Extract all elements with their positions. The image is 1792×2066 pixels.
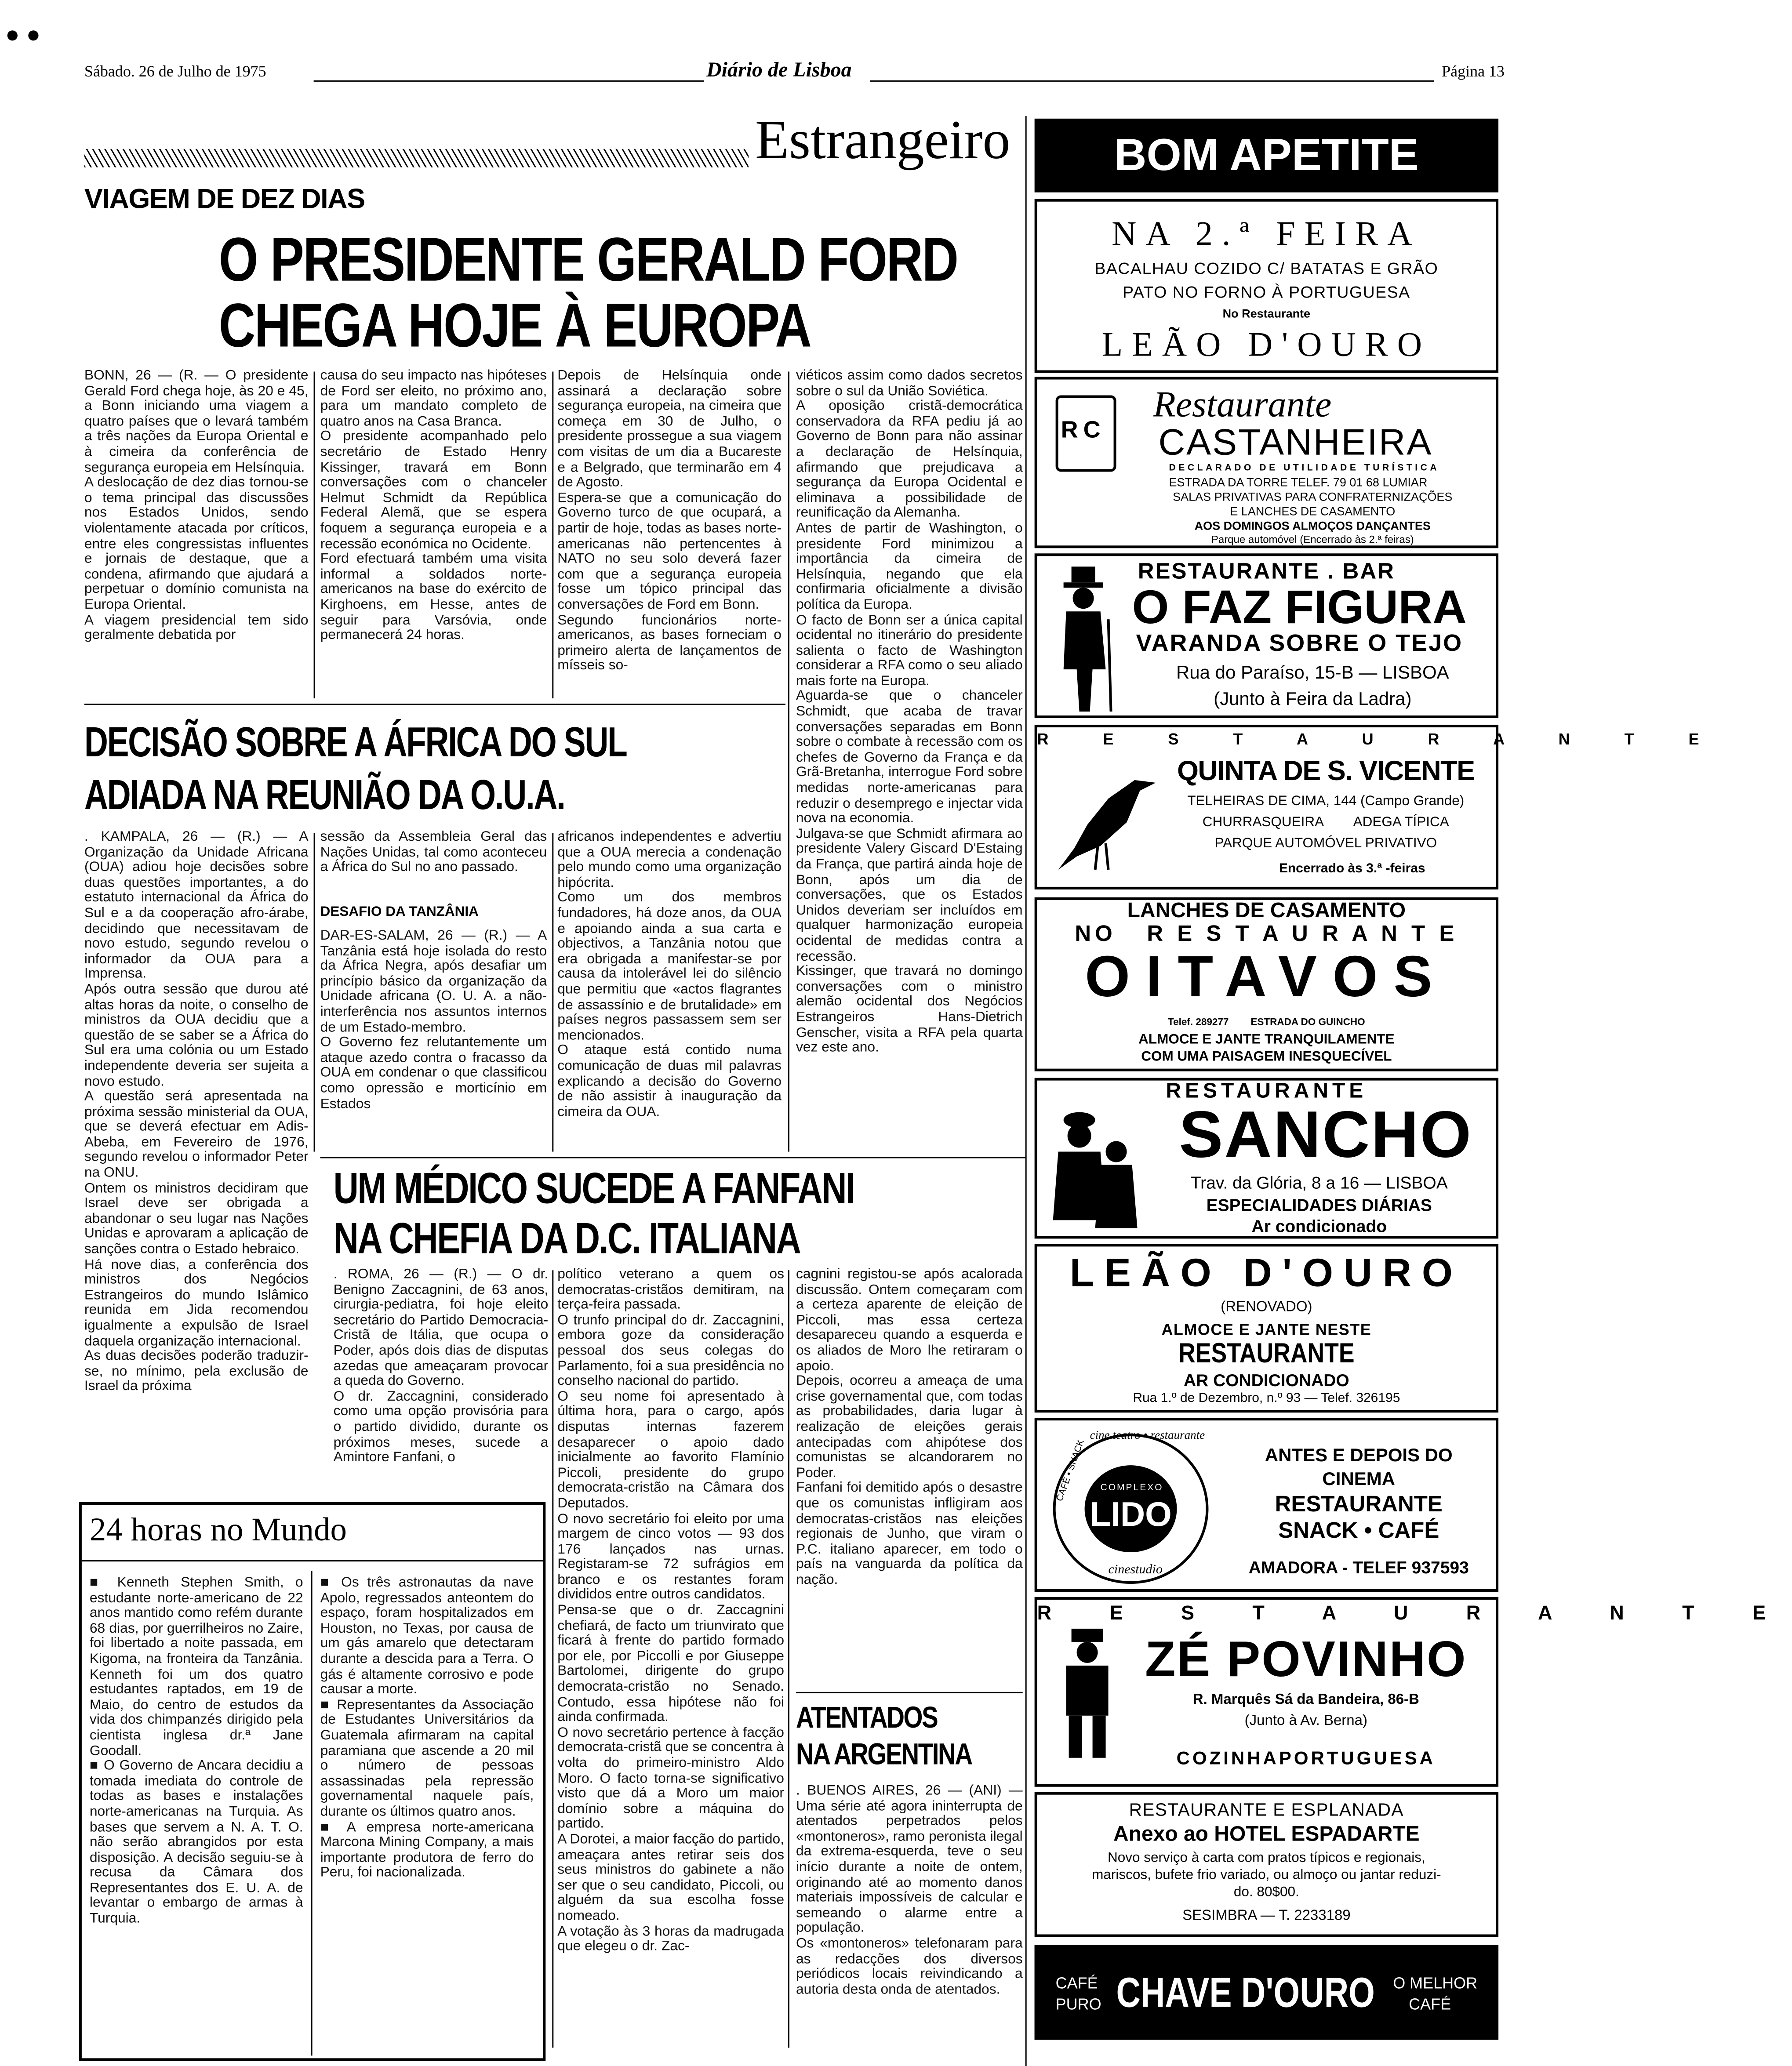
story2-subhead: DESAFIO DA TANZÂNIA xyxy=(320,904,479,920)
lido-logo-left: CAFÉ • SNACK xyxy=(1055,1438,1087,1503)
ad6-l1: RESTAURANTE xyxy=(1166,1080,1367,1103)
story2-col1: . KAMPALA, 26 — (R.) — A Organização da Unidade Africana (OUA) adiou hoje decisões sobre duas questões importantes, a do estatuto internacional da África do Sul e a da cooperação afro-árabe, decidindo que necessitavam de novo estudo, segundo revelou o informador da OUA para a Imprensa. Após outra sessão que durou até altas horas da noite, o conselho de ministros da OUA decidiu que a questão de se saber se a África do Sul era uma colónia ou um Estado independente deveria ser sujeita a novo estudo. A questão será apresentada na próxima sessão ministerial da OUA, que se deverá efectuar em Adis-Abeba, em Fevereiro de 1976, segundo revelou o informador Peter na ONU. Ontem os ministros decidiram que Israel deve ser obrigada a abandonar o seu lugar nas Nações Unidas e aprovaram a aplicação de sanções contra o Estado hebraico. Há nove dias, a conferência dos ministros dos Negócios Estrangeiros do mundo Islâmico reunida em Jida recomendou igualmente a expulsão de Israel daquela organização internacional. As duas decisões poderão traduzir-se, no mínimo, pela exclusão de Israel da próxima xyxy=(84,828,309,1395)
story4-headline-1: ATENTADOS xyxy=(796,1699,938,1734)
section-hatch xyxy=(84,149,749,167)
ad6-l2: SANCHO xyxy=(1179,1097,1473,1172)
ad7-l5: AR CONDICIONADO xyxy=(1183,1370,1349,1391)
header-date: Sábado. 26 de Julho de 1975 xyxy=(84,62,266,80)
box-24-divider xyxy=(311,1571,313,2055)
ad11-name: CHAVE D'OURO xyxy=(1116,1968,1375,2016)
ze-povinho-illustration xyxy=(1056,1629,1122,1761)
ad8-l4: SNACK • CAFÉ xyxy=(1278,1518,1439,1543)
ad-lido xyxy=(1035,1418,1498,1592)
page-dots: ● ● xyxy=(5,21,41,47)
story2-headline-1: DECISÃO SOBRE A ÁFRICA DO SUL xyxy=(84,718,627,766)
story1-kicker: VIAGEM DE DEZ DIAS xyxy=(84,184,365,215)
ad1-l3: PATO NO FORNO À PORTUGUESA xyxy=(1122,283,1410,302)
box-24-col2: ■ Os três astronautas da nave Apolo, regressados anteontem do espaço, foram hospitalizados em Houston, no Texas, por causa de um gás amarelo que detectaram durante a descida para a Terra. O gás é altamente corrosivo e pode causar a morte. ■ Representantes da Associação de Estudantes Universitários da Guatemala afirmaram na capital paramiana que ascende a 20 mil o número de pessoas assassinadas pela repressão governamental naquele país, durante os últimos quatro anos. ■ A empresa norte-americana Marcona Mining Company, a mais importante produtora de ferro do Peru, foi nacionalizada. xyxy=(320,1574,534,1881)
ad8-l2: CINEMA xyxy=(1322,1468,1396,1489)
ad5-l3: OITAVOS xyxy=(1085,944,1448,1009)
ad7-l1: LEÃO D'OURO xyxy=(1069,1252,1463,1296)
ad2-name: CASTANHEIRA xyxy=(1158,421,1433,463)
section-title: Estrangeiro xyxy=(755,110,1010,171)
story3-headline-1: UM MÉDICO SUCEDE A FANFANI xyxy=(333,1163,854,1213)
box-24-rule xyxy=(82,1560,543,1561)
ad4-l4: Encerrado às 3.ª -feiras xyxy=(1279,861,1425,876)
lido-logo-arc: cine teatro • restaurante xyxy=(1090,1428,1205,1442)
ad8-l3: RESTAURANTE xyxy=(1275,1492,1443,1517)
ad7-l4: RESTAURANTE xyxy=(1178,1339,1355,1369)
story1-col2: causa do seu impacto nas hipóteses de Ford ser eleito, no próximo ano, para um mandato completo de quatro anos na Casa Branca. O presidente acompanhado pelo secretário de Estado Henry Kissinger, travará em Bonn conversações com o chanceler Helmut Schmidt da República Federal Alemã, que se espera foquem a segurança europeia e a recessão económica no Ocidente. Ford efectuará também uma visita informal a soldados norte-americanos na base do exército de Kirghoens, em Hesse, antes de seguir para Varsóvia, onde permanecerá 24 horas. xyxy=(320,367,547,643)
story2-col2b: DAR-ES-SALAM, 26 — (R.) — A Tanzânia está hoje isolada do resto da África Negra, após desafiar um princípio básico da organização da Unidade africana (O. U. A. a não-interferência nos assuntos internos de um Estado-membro. O Governo fez relutantemente um ataque azedo contra o fracasso da OUA em condenar o que classificou como opressão e morticínio em Estados xyxy=(320,927,547,1112)
ad6-l4: ESPECIALIDADES DIÁRIAS xyxy=(1206,1195,1432,1215)
story2-col3: africanos independentes e advertiu que a OUA merecia a condenação pelo mundo como uma organização hipócrita. Como um dos membros fundadores, há doze anos, da OUA e apoiando ainda a sua carta e objectivos, a Tanzânia notou que era obrigada a manifestar-se por causa da intolerável lei do silêncio que permitiu que «actos flagrantes de assassínio e de brutalidade» em países negros passassem sem ser mencionados. O ataque está contido numa comunicação de duas mil palavras explicando a decisão do Governo de não assistir à inauguração da cimeira da OUA. xyxy=(557,828,782,1120)
story1-headline-2: CHEGA HOJE À EUROPA xyxy=(218,290,811,360)
ad5-l2: NO R E S T A U R A N T E xyxy=(1075,921,1458,946)
story3-col2: político veterano a quem os democratas-cristãos demitiram, na terça-feira passada. O trunfo principal do dr. Zaccagnini, embora goze da consideração pessoal dos seus colegas do Parlamento, foi a sua presidência no conselho nacional do partido. O seu nome foi apresentado à última hora, para o cargo, após disputas internas fazerem desaparecer o apoio dado inicialmente ao favorito Flamínio Piccoli, presidente do grupo democrata-cristão na Câmara dos Deputados. O novo secretário foi eleito por uma margem de cinco votos — 93 dos 176 lançados nas urnas. Registaram-se 72 sufrágios em branco e os restantes foram divididos entre outros candidatos. Pensa-se que o dr. Zaccagnini chefiará, de facto um triunvirato que ficará à frente do partido formado por ele, por Piccolli e por Giuseppe Bartolomei, dirigente do grupo democrata-cristão no Senado. Contudo, essa hipótese não foi ainda confirmada. O novo secretário pertence à facção democrata-cristã que se concentra à volta do primeiro-ministro Aldo Moro. O facto torna-se significativo visto que dá a Moro um maior domínio sobre a máquina do partido. A Dorotei, a maior facção do partido, ameaçara antes retirar seis dos seus ministros do gabinete a não ser que o seu candidato, Piccoli, ou alguém da sua escolha fosse nomeado. A votação às 3 horas da madrugada que elegeu o dr. Zac- xyxy=(557,1266,784,1954)
story3-headline-2: NA CHEFIA DA D.C. ITALIANA xyxy=(333,1213,800,1263)
story1-col4: viéticos assim como dados secretos sobre o sul da União Soviética. A oposição cristã-democrática conservadora da RFA pediu já ao Governo de Bonn para não assinar a declaração de Helsínquia, afirmando que prejudicava a segurança da Europa Ocidental e eliminava a possibilidade de reunificação da Alemanha. Antes de partir de Washington, o presidente Ford minimizou a importância da cimeira de Helsínquia, negando que ela confirmaria oficialmente a divisão política da Europa. O facto de Bonn ser a única capital ocidental no itinerário do presidente salienta o facto de Washington considerar a RFA como o seu aliado mais forte na Europa. Aguarda-se que o chanceler Schmidt, que acaba de travar conversações separadas em Bonn sobre o combate à recessão com os chefes de Governo da França e da Grã-Bretanha, interrogue Ford sobre medidas norte-americanas para reduzir o desemprego e injectar vida nova na economia. Julgava-se que Schmidt afirmara ao presidente Valery Giscard D'Estaing da França, que partirá ainda hoje de Bonn, após um dia de conversações, que os Estados Unidos deveriam ser incluídos em qualquer harmonização europeia ocidental de medidas contra a recessão. Kissinger, que travará no domingo conversações com o ministro alemão ocidental dos Negócios Estrangeiros Hans-Dietrich Genscher, visita a RFA pela quarta vez este ano. xyxy=(796,367,1023,1056)
rule-1c xyxy=(788,372,789,1152)
ad-leao-ouro-renovado xyxy=(1035,1244,1498,1412)
ad9-name: ZÉ POVINHO xyxy=(1145,1632,1467,1688)
lido-logo-text: LIDO xyxy=(1090,1494,1172,1534)
ad1-l1: NA 2.ª FEIRA xyxy=(1112,214,1421,253)
ad4-l2: CHURRASQUEIRA ADEGA TÍPICA xyxy=(1202,814,1449,830)
ad11-left1: CAFÉ xyxy=(1055,1974,1098,1993)
ad4-top: R E S T A U R A N T E xyxy=(1037,730,1724,749)
ad10-l3: Novo serviço à carta com pratos típicos e regionais, xyxy=(1108,1850,1425,1866)
story3-col3: cagnini registou-se após acalorada discussão. Ontem começaram com a certeza aparente de eleição de Piccoli, mas essa certeza desapareceu quando a esquerda e os aliados de Moro lhe retiraram o apoio. Depois, ocorreu a ameaça de uma crise governamental que, com todas as probabilidades, daria lugar à realização de eleições gerais antecipadas com ahipótese dos comunistas se alcandorarem no Poder. Fanfani foi demitido após o desastre que os comunistas infligiram aos democratas-cristãos nas eleições regionais de Junho, que viram o P.C. italiano aparecer, em todo o país na vanguarda da política da nação. xyxy=(796,1266,1023,1588)
ad10-l5: do. 80$00. xyxy=(1233,1884,1299,1900)
masthead: Diário de Lisboa xyxy=(706,59,852,82)
ad8-l5: AMADORA - TELEF 937593 xyxy=(1248,1557,1469,1577)
lido-logo-bottom: cinestudio xyxy=(1108,1562,1163,1577)
ad6-l5: Ar condicionado xyxy=(1251,1216,1387,1236)
ad-ze-povinho xyxy=(1035,1597,1792,1787)
ad2-l5: AOS DOMINGOS ALMOÇOS DANÇANTES xyxy=(1194,519,1431,533)
rule-3a xyxy=(552,1270,553,2048)
ad9-l2: (Junto à Av. Berna) xyxy=(1244,1713,1367,1729)
header-rule-right xyxy=(870,80,1434,82)
story4-headline-2: NA ARGENTINA xyxy=(796,1736,972,1771)
rule-story4-top xyxy=(796,1692,1023,1693)
ad-chave-ouro xyxy=(1035,1945,1498,2040)
story1-col1: BONN, 26 — (R. — O presidente Gerald Ford chega hoje, às 20 e 45, a Bonn iniciando uma viagem a quatro países que o levará também a três nações da Europa Oriental e à cimeira da conferência de segurança europeia em Helsínquia. A deslocação de dez dias tornou-se o tema principal das discussões nos Estados Unidos, sendo violentamente atacada por críticos, entre eles congressistas influentes e jornais de destaque, que a condena, afirmando que ajudará a perpetuar o domínio comunista na Europa Oriental. A viagem presidencial tem sido geralmente debatida por xyxy=(84,367,309,643)
ad-leao-ouro-2feira xyxy=(1035,199,1498,373)
ad-quinta-s-vicente xyxy=(1035,725,1724,890)
story4-body: . BUENOS AIRES, 26 — (ANI) — Uma série até agora ininterrupta de atentados perpetrados pelos «montoneros», ramo peronista ilegal da extrema-esquerda, teve o seu início durante a noite de ontem, originando até ao momento danos materiais impossíveis de calcular e semeando o alarme entre a população. Os «montoneros» telefonaram para as redacções dos diversos periódicos locais reivindicando a autoria desta onda de atentados. xyxy=(796,1783,1023,1997)
box-24-title: 24 horas no Mundo xyxy=(89,1513,347,1549)
box-24-horas xyxy=(79,1502,545,2061)
ad4-l3: PARQUE AUTOMÓVEL PRIVATIVO xyxy=(1214,835,1437,851)
crow-illustration xyxy=(1050,764,1161,875)
header-rule-left xyxy=(314,80,704,82)
ad-espadarte xyxy=(1035,1792,1498,1937)
ad1-l5: LEÃO D'OURO xyxy=(1101,325,1432,364)
rule-2b xyxy=(552,833,553,1152)
section-divider xyxy=(1025,116,1027,2066)
ad2-l1: DECLARADO DE UTILIDADE TURÍSTICA xyxy=(1169,464,1440,473)
ad1-l4: No Restaurante xyxy=(1222,307,1311,320)
ad9-l3: COZINHAPORTUGUESA xyxy=(1176,1747,1436,1768)
sancho-illustration xyxy=(1050,1102,1143,1234)
story2-headline-2: ADIADA NA REUNIÃO DA O.U.A. xyxy=(84,771,565,818)
ad-faz-figura xyxy=(1035,553,1498,718)
ad-oitavos xyxy=(1035,897,1498,1071)
story3-col1: . ROMA, 26 — (R.) — O dr. Benigno Zaccagnini, de 63 anos, cirurgia-pediatra, foi hoje eleito secretário do Partido Democracia-Cristã de Itália, que ocupa o Poder, após dois dias de disputas azedas que ameaçaram provocar a queda do Governo. O dr. Zaccagnini, considerado como uma opção provisória para o partido dividido, durante os próximos meses, sucede a Amintore Fanfani, o xyxy=(333,1266,549,1466)
ad7-l3: ALMOCE E JANTE NESTE xyxy=(1161,1320,1372,1339)
rule-story3-top xyxy=(320,1157,1025,1158)
ad6-l3: Trav. da Glória, 8 a 16 — LISBOA xyxy=(1190,1173,1448,1193)
ad3-l1: RESTAURANTE . BAR xyxy=(1138,559,1395,584)
ad-castanheira xyxy=(1035,377,1498,548)
story2-col2a: sessão da Assembleia Geral das Nações Unidas, tal como aconteceu a África do Sul no ano passado. xyxy=(320,828,547,875)
ad9-l1: R. Marquês Sá da Bandeira, 86-B xyxy=(1192,1692,1419,1708)
castanheira-logo-text: RC xyxy=(1061,416,1106,443)
ad3-l2: O FAZ FIGURA xyxy=(1132,580,1467,634)
ad2-l2: ESTRADA DA TORRE TELEF. 79 01 68 LUMIAR xyxy=(1169,476,1428,489)
lido-logo-top: COMPLEXO xyxy=(1100,1484,1163,1493)
ad11-left2: PURO xyxy=(1055,1995,1101,2014)
ad9-top: R E S T A U R A N T E xyxy=(1037,1602,1792,1625)
ad3-l5: (Junto à Feira da Ladra) xyxy=(1214,688,1412,709)
rule-1b xyxy=(552,372,553,699)
ad4-l1: TELHEIRAS DE CIMA, 144 (Campo Grande) xyxy=(1187,793,1465,809)
ad2-l6: Parque automóvel (Encerrado às 2.ª feiras) xyxy=(1211,534,1414,546)
rule-3b xyxy=(788,1270,789,2048)
ad10-l2: Anexo ao HOTEL ESPADARTE xyxy=(1113,1823,1420,1846)
ad8-l1: ANTES E DEPOIS DO xyxy=(1265,1444,1453,1466)
ad3-l4: Rua do Paraíso, 15-B — LISBOA xyxy=(1176,661,1449,683)
ad5-l1: LANCHES DE CASAMENTO xyxy=(1127,900,1406,922)
ad4-name: QUINTA DE S. VICENTE xyxy=(1177,756,1475,787)
ad10-l1: RESTAURANTE E ESPLANADA xyxy=(1129,1800,1404,1820)
rule-1a xyxy=(314,372,315,699)
ad2-l3: SALAS PRIVATIVAS PARA CONFRATERNIZAÇÕES xyxy=(1173,490,1453,504)
story1-headline-1: O PRESIDENTE GERALD FORD xyxy=(218,224,958,294)
ad3-l3: VARANDA SOBRE O TEJO xyxy=(1136,630,1463,657)
ad10-l4: mariscos, bufete frio variado, ou almoço ou jantar reduzi- xyxy=(1092,1867,1441,1883)
ad5-l5: ALMOCE E JANTE TRANQUILAMENTE xyxy=(1138,1031,1395,1048)
bom-apetite-title: BOM APETITE xyxy=(1114,130,1419,181)
ad11-right2: CAFÉ xyxy=(1409,1995,1451,2014)
box-24-col1: ■ Kenneth Stephen Smith, o estudante norte-americano de 22 anos mantido como refém durante 68 dias, por guerrilheiros no Zaire, foi libertado a noite passada, em Kigoma, na fronteira da Tanzânia. Kenneth foi um dos quatro estudantes raptados, em 19 de Maio, do centro de estudos da vida dos chimpanzés dirigido pela cientista inglesa dr.ª Jane Goodall. ■ O Governo de Ancara decidiu a tomada imediata do controle de todas as bases e instalações norte-americanas na Turquia. As bases que servem a N. A. T. O. não serão abrangidos por esta disposição. A decisão seguiu-se à recusa da Câmara dos Representantes dos E. U. A. de levantar o embargo de armas à Turquia. xyxy=(89,1574,303,1927)
ad2-l4: E LANCHES DE CASAMENTO xyxy=(1230,505,1396,518)
ad2-script: Restaurante xyxy=(1153,385,1332,426)
ad10-l6: SESIMBRA — T. 2233189 xyxy=(1182,1908,1351,1924)
rule-story2-top xyxy=(84,704,785,705)
ad1-l2: BACALHAU COZIDO C/ BATATAS E GRÃO xyxy=(1094,259,1439,278)
ad-sancho xyxy=(1035,1078,1498,1239)
rule-2a xyxy=(314,833,315,1152)
ad5-l4: Telef. 289277 ESTRADA DO GUINCHO xyxy=(1168,1016,1365,1028)
ad7-l6: Rua 1.º de Dezembro, n.º 93 — Telef. 326195 xyxy=(1133,1391,1400,1406)
ad5-l6: COM UMA PAISAGEM INESQUECÍVEL xyxy=(1141,1049,1392,1065)
ad11-right1: O MELHOR xyxy=(1393,1974,1478,1993)
story1-col3: Depois de Helsínquia onde assinará a declaração sobre segurança europeia, na cimeira que começa em 30 de Julho, o presidente prossegue a sua viagem com visitas de um dia a Bucareste e a Belgrado, que terminarão em 4 de Agosto. Espera-se que a comunicação do Governo turco de que ocupará, a partir de hoje, todas as bases norte-americanas não pertencentes à NATO no seu solo deverá fazer com que a segurança europeia fosse um tópico principal das conversações de Ford em Bonn. Segundo funcionários norte-americanos, as bases forneciam o primeiro alerta de lançamentos de mísseis so- xyxy=(557,367,782,674)
ad7-l2: (RENOVADO) xyxy=(1221,1299,1312,1315)
page-number: Página 13 xyxy=(1442,62,1505,80)
